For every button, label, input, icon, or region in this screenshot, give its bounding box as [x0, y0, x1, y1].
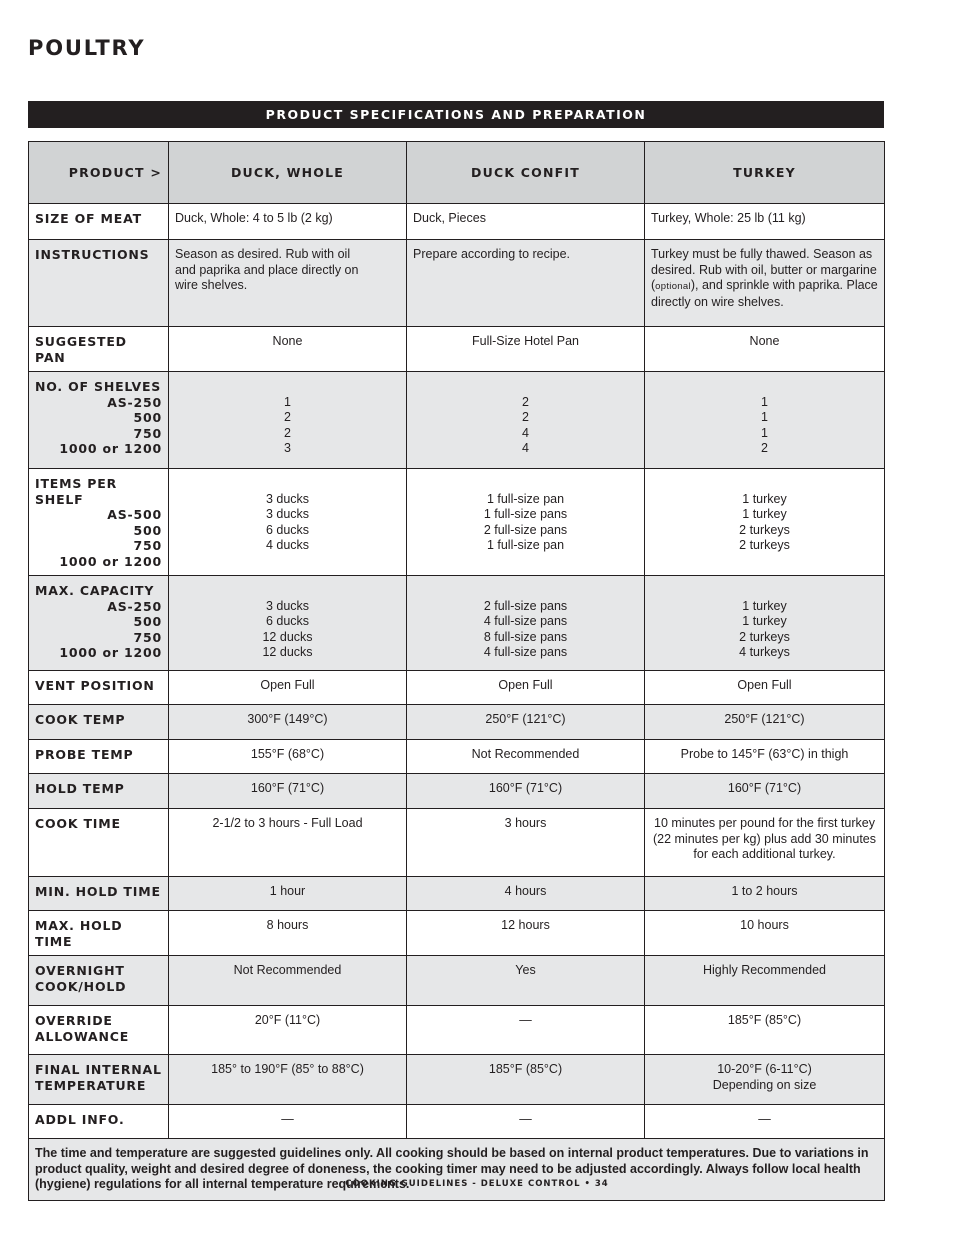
row-probe-temp: [29, 740, 885, 774]
label-line: ALLOWANCE: [35, 1028, 130, 1044]
label-main: MAX. CAPACITY: [35, 583, 155, 598]
row-final-internal-temperature: [29, 1055, 885, 1105]
value-line: 2: [761, 441, 768, 455]
label-model: 1000 or 1200: [59, 441, 162, 456]
row-label: SUGGESTED PAN: [29, 327, 169, 372]
row-label: [29, 1006, 169, 1055]
cell-duck-whole: [169, 576, 407, 671]
value-line: 2: [522, 410, 529, 424]
row-suggested-pan: [29, 327, 885, 372]
text-line: wire shelves.: [175, 278, 248, 292]
value-line: 2 turkeys: [739, 629, 790, 644]
cell-duck-whole: [169, 372, 407, 469]
row-instructions: [29, 240, 885, 327]
label-model: 500: [133, 614, 162, 629]
value-line: 1 turkey: [742, 507, 787, 521]
cell-duck-whole: Not Recommended: [169, 956, 407, 1006]
value-line: 3: [284, 441, 291, 455]
row-label: [29, 1055, 169, 1105]
cell-turkey: Probe to 145°F (63°C) in thigh: [645, 740, 885, 774]
value-line: 1: [761, 394, 768, 409]
column-header-turkey: TURKEY: [645, 142, 885, 204]
header-row: [29, 142, 885, 204]
row-note: [29, 1139, 885, 1201]
value-line: 4 ducks: [265, 538, 310, 552]
cell-duck-confit: [407, 469, 645, 576]
label-model: AS-250: [107, 598, 162, 614]
cell-duck-confit: 12 hours: [407, 911, 645, 956]
label-main: ITEMS PER SHELF: [35, 476, 118, 507]
cell-turkey: —: [645, 1105, 885, 1139]
label-model: 500: [133, 522, 162, 538]
text-segment: Turkey must be fully thawed. Season as desired. Rub with oil, butter or margarine (: [651, 247, 877, 292]
column-header-duck-whole: DUCK, WHOLE: [169, 142, 407, 204]
label-main: NO. OF SHELVES: [35, 379, 162, 394]
row-label: COOK TIME: [29, 809, 169, 877]
text-line: 10-20°F (6-11°C): [717, 1062, 812, 1076]
label-line: FINAL INTERNAL: [35, 1062, 162, 1077]
label-model: 1000 or 1200: [59, 553, 162, 569]
cell-turkey: 1 to 2 hours: [645, 877, 885, 911]
cell-duck-confit: 185°F (85°C): [407, 1055, 645, 1105]
row-label: HOLD TEMP: [29, 774, 169, 809]
cell-duck-confit: [407, 240, 645, 327]
label-model: 750: [133, 425, 162, 441]
value-line: 1: [284, 394, 291, 409]
cell-duck-confit: Full-Size Hotel Pan: [407, 327, 645, 372]
row-cook-temp: [29, 705, 885, 740]
value-line: 3 ducks: [265, 491, 310, 506]
row-label: VENT POSITION: [29, 671, 169, 705]
value-line: 4 full-size pans: [483, 645, 568, 659]
value-line: 2 turkeys: [739, 538, 790, 552]
row-max-hold-time: [29, 911, 885, 956]
cell-duck-confit: 160°F (71°C): [407, 774, 645, 809]
value-line: 1: [761, 410, 768, 424]
text-line: Prepare according to recipe.: [413, 247, 571, 261]
text-line: Depending on size: [712, 1077, 817, 1092]
row-label: INSTRUCTIONS: [29, 240, 169, 327]
cell-turkey: [645, 469, 885, 576]
row-label: [29, 372, 169, 469]
row-overnight-cook-hold: [29, 956, 885, 1006]
cell-duck-whole: —: [169, 1105, 407, 1139]
cell-duck-confit: 4 hours: [407, 877, 645, 911]
text-line: (22 minutes per kg) plus add 30 minutes: [652, 831, 877, 846]
cell-turkey: [645, 372, 885, 469]
text-line: 10 minutes per pound for the first turkey: [654, 816, 875, 830]
cell-turkey: [645, 1055, 885, 1105]
label-model: 1000 or 1200: [59, 645, 162, 660]
value-line: 2: [284, 425, 291, 440]
label-model: 750: [133, 629, 162, 645]
cell-duck-whole: None: [169, 327, 407, 372]
value-line: 1: [761, 425, 768, 440]
row-cook-time: [29, 809, 885, 877]
value-line: 12 ducks: [262, 629, 313, 644]
row-label: MIN. HOLD TIME: [29, 877, 169, 911]
value-line: 1 turkey: [742, 614, 787, 628]
value-line: 2: [522, 394, 529, 409]
cell-duck-confit: 3 hours: [407, 809, 645, 877]
text-line: and paprika and place directly on: [175, 262, 359, 277]
cell-duck-whole: [169, 240, 407, 327]
cell-duck-confit: —: [407, 1006, 645, 1055]
row-no-of-shelves: [29, 372, 885, 469]
label-model: 750: [133, 538, 162, 553]
value-line: 4 turkeys: [739, 645, 790, 659]
cell-turkey: 185°F (85°C): [645, 1006, 885, 1055]
row-label: MAX. HOLD TIME: [29, 911, 169, 956]
cell-turkey: 250°F (121°C): [645, 705, 885, 740]
value-line: 4: [522, 441, 529, 455]
cell-duck-whole: 8 hours: [169, 911, 407, 956]
product-spec-table: [28, 141, 885, 1201]
row-label: COOK TEMP: [29, 705, 169, 740]
value-line: 6 ducks: [265, 614, 310, 628]
value-line: 6 ducks: [265, 522, 310, 537]
cell-duck-whole: 160°F (71°C): [169, 774, 407, 809]
cell-turkey: 10 hours: [645, 911, 885, 956]
row-max-capacity: [29, 576, 885, 671]
value-line: 1 turkey: [742, 491, 787, 506]
row-addl-info: [29, 1105, 885, 1139]
cell-duck-whole: [169, 469, 407, 576]
cell-duck-whole: Open Full: [169, 671, 407, 705]
label-model: AS-500: [107, 507, 162, 522]
product-label: PRODUCT >: [29, 142, 169, 204]
value-line: 2 full-size pans: [483, 522, 568, 537]
row-min-hold-time: [29, 877, 885, 911]
cell-duck-confit: 250°F (121°C): [407, 705, 645, 740]
value-line: 1 full-size pan: [486, 491, 565, 506]
cell-duck-whole: 300°F (149°C): [169, 705, 407, 740]
cell-turkey: 160°F (71°C): [645, 774, 885, 809]
cell-duck-whole: 1 hour: [169, 877, 407, 911]
row-label: ADDL INFO.: [29, 1105, 169, 1139]
text-line: for each additional turkey.: [693, 847, 836, 861]
cell-duck-confit: Not Recommended: [407, 740, 645, 774]
cell-duck-confit: Duck, Pieces: [407, 204, 645, 240]
label-line: OVERNIGHT: [35, 963, 125, 978]
text-segment: ), and sprinkle with paprika. Place directly on wire shelves.: [651, 278, 878, 309]
cell-duck-confit: Open Full: [407, 671, 645, 705]
row-hold-temp: [29, 774, 885, 809]
cell-duck-whole: 20°F (11°C): [169, 1006, 407, 1055]
section-header: PRODUCT SPECIFICATIONS AND PREPARATION: [28, 101, 884, 128]
value-line: 1 full-size pans: [483, 507, 568, 521]
value-line: 1 full-size pan: [486, 538, 565, 552]
row-label: PROBE TEMP: [29, 740, 169, 774]
cell-duck-confit: Yes: [407, 956, 645, 1006]
label-line: OVERRIDE: [35, 1013, 113, 1028]
label-line: TEMPERATURE: [35, 1077, 147, 1093]
guidelines-note: The time and temperature are suggested guidelines only. All cooking should be based on internal product temperatures. Due to variations in product quality, weight and desired degree of doneness, the cooking timer may need to be adjusted accordingly. Always follow local health (hygiene) regulations for all internal temperature requirements.: [29, 1139, 885, 1201]
cell-duck-confit: [407, 576, 645, 671]
row-override-allowance: [29, 1006, 885, 1055]
cell-duck-confit: —: [407, 1105, 645, 1139]
row-label: [29, 956, 169, 1006]
page-footer: COOKING GUIDELINES - DELUXE CONTROL • 34: [345, 1179, 609, 1189]
label-model: 500: [133, 410, 162, 425]
cell-turkey: Highly Recommended: [645, 956, 885, 1006]
cell-turkey: Turkey, Whole: 25 lb (11 kg): [645, 204, 885, 240]
optional-text: optional: [655, 281, 691, 292]
cell-duck-whole: 185° to 190°F (85° to 88°C): [169, 1055, 407, 1105]
value-line: 2 turkeys: [739, 522, 790, 537]
page-title: POULTRY: [28, 36, 146, 60]
cell-turkey: None: [645, 327, 885, 372]
cell-turkey: [645, 240, 885, 327]
value-line: 2 full-size pans: [483, 598, 568, 613]
column-header-duck-confit: DUCK CONFIT: [407, 142, 645, 204]
cell-turkey: [645, 576, 885, 671]
row-label: SIZE OF MEAT: [29, 204, 169, 240]
value-line: 2: [284, 410, 291, 424]
value-line: 3 ducks: [265, 507, 310, 521]
value-line: 4 full-size pans: [483, 614, 568, 628]
value-line: 3 ducks: [265, 598, 310, 613]
value-line: 4: [522, 425, 529, 440]
value-line: 12 ducks: [262, 645, 313, 659]
cell-duck-whole: 2-1/2 to 3 hours - Full Load: [169, 809, 407, 877]
row-vent-position: [29, 671, 885, 705]
cell-turkey: [645, 809, 885, 877]
cell-duck-whole: 155°F (68°C): [169, 740, 407, 774]
row-items-per-shelf: [29, 469, 885, 576]
row-size-of-meat: [29, 204, 885, 240]
cell-duck-whole: Duck, Whole: 4 to 5 lb (2 kg): [169, 204, 407, 240]
label-line: COOK/HOLD: [35, 978, 127, 994]
label-model: AS-250: [107, 394, 162, 410]
value-line: 1 turkey: [742, 598, 787, 613]
cell-duck-confit: [407, 372, 645, 469]
row-label: [29, 469, 169, 576]
row-label: [29, 576, 169, 671]
value-line: 8 full-size pans: [483, 629, 568, 644]
cell-turkey: Open Full: [645, 671, 885, 705]
text-line: Season as desired. Rub with oil: [175, 247, 351, 261]
